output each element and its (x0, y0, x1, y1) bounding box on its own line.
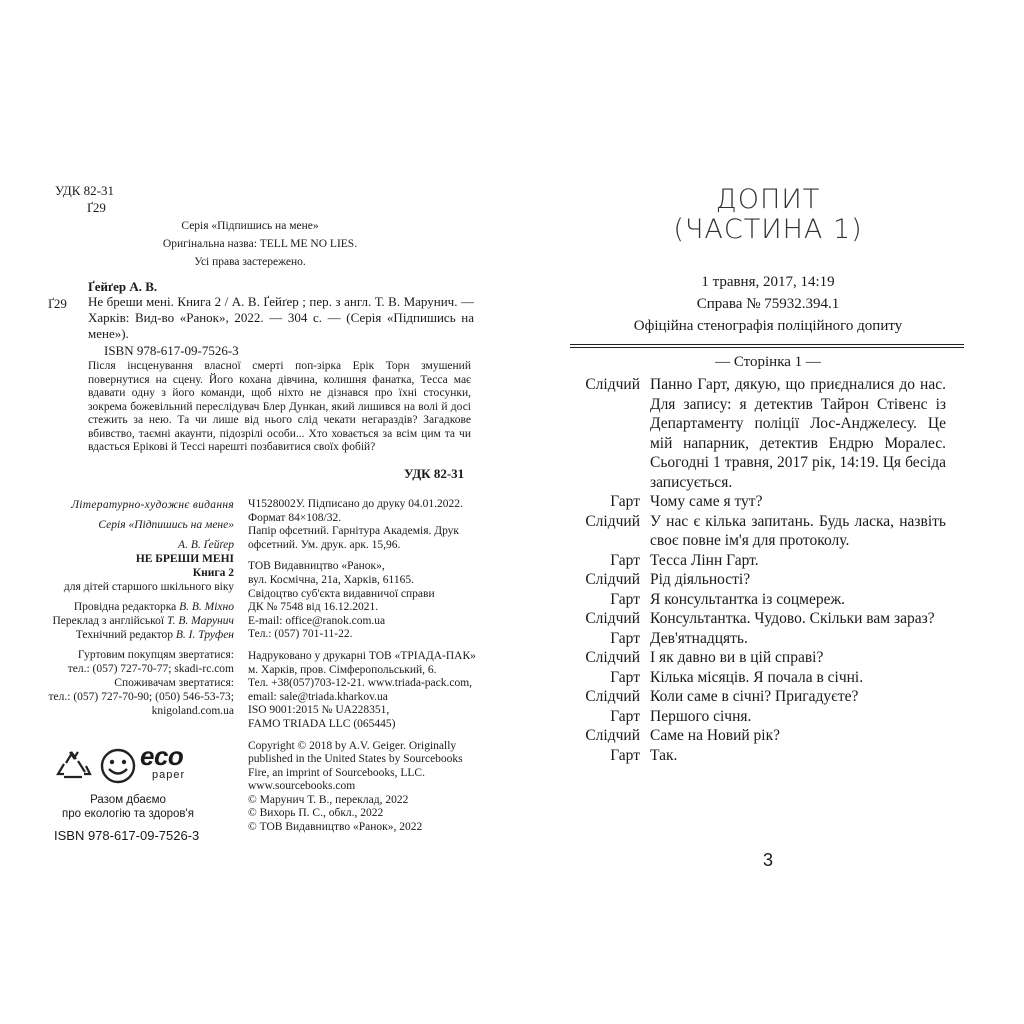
utterance: Саме на Новий рік? (650, 727, 781, 744)
print-info: Ч1528002У. Підписано до друку 04.01.2022. Формат 84×108/32. Папір офсетний. Гарнітура Академія. Друк офсетний. Ум. друк. арк. 15,96. (248, 498, 463, 551)
transcript-row (512, 375, 1024, 492)
speaker: Гарт (610, 746, 640, 764)
index-side: Ґ29 (48, 296, 67, 311)
utterance: Я консультантка із соцмереж. (650, 590, 846, 608)
udk-top: УДК 82-31 (55, 183, 115, 198)
utterance: Консультантка. Чудово. Скільки вам зараз? (650, 610, 935, 627)
staff-row: Переклад з англійської Т. В. Марунич (52, 615, 234, 627)
speaker: Гарт (610, 493, 640, 510)
record-line: Офіційна стенографія поліційного допиту (633, 318, 903, 334)
index-code: Ґ29 (87, 200, 106, 215)
date-line: 1 травня, 2017, 14:19 (701, 274, 835, 290)
original-title: Оригінальна назва: TELL ME NO LIES. (162, 238, 358, 250)
utterance: У нас є кілька запитань. Будь ласка, назвіть своє повне ім'я для протоколу. (650, 512, 946, 549)
transcript-row (512, 570, 1024, 590)
annotation: Після інсценування власної смерті поп-зірка Ерік Торн змушений повернутися на сцену. Його кохана дівчина, колишня фанатка, Тесса має вдавати одну з його команди, щоб ніхто не дізнався про їхні стосунки, зокрема божевільний переслідувач Блер Дункан, який лишився на волі й досі стежить за нею. Та чи лише від нього слід чекати негараздів? Загадкове вбивство, таємні акаунти, підозрілі особи... Хто ховається за всім цим та чи вдасться Ерікові й Тессі нарешті позбавитися своїх фобій? (88, 360, 471, 453)
smiley-icon (102, 750, 134, 782)
consumers-site: knigoland.com.ua (151, 705, 234, 717)
transcript-row (512, 492, 1024, 512)
printer-info: Надруковано у друкарні ТОВ «ТРІАДА-ПАК» м. Харків, пров. Сімферопольський, 6. Тел. +38(057)703-12-21. www.triada-pack.com, email: sale@triada.kharkov.ua ISO 9001:2015 № UA228351, FAMO TRIADA LLC (065445) (248, 649, 476, 730)
chapter-title-line-1: ДОПИТ (715, 184, 821, 215)
speaker: Слідчий (585, 512, 640, 530)
speaker: Гарт (610, 707, 640, 725)
speaker: Гарт (610, 590, 640, 608)
utterance: Тесса Лінн Гарт. (650, 551, 759, 569)
isbn-bottom: ISBN 978-617-09-7526-3 (54, 828, 200, 843)
author-header: Ґейґер А. В. (88, 279, 158, 294)
transcript-row (512, 648, 1024, 668)
imprint-column-2 (248, 498, 488, 835)
transcript-row (512, 726, 1024, 746)
speaker: Слідчий (585, 571, 640, 588)
imprint-book-number: Книга 2 (192, 567, 234, 579)
right-page-chapter (512, 0, 1024, 1024)
speaker: Слідчий (585, 649, 640, 666)
utterance: Чому саме я тут? (650, 493, 763, 510)
consumers-label: Споживачам звертатися: (114, 677, 234, 689)
staff-row: Провідна редакторка В. В. Міхно (73, 601, 234, 613)
transcript-row (512, 668, 1024, 688)
isbn-main: ISBN 978-617-09-7526-3 (104, 343, 239, 358)
staff-row: Технічний редактор В. І. Труфен (75, 629, 234, 641)
eco-caption-2: про екологію та здоров'я (62, 808, 194, 820)
case-line: Справа № 75932.394.1 (696, 296, 840, 312)
transcript-row (512, 590, 1024, 610)
speaker: Слідчий (585, 376, 640, 393)
page-marker: — Сторінка 1 — (715, 354, 821, 370)
utterance: Коли саме в січні? Пригадуєте? (650, 688, 859, 705)
edition-type: Літературно-художнє видання (71, 499, 234, 511)
transcript-row (512, 551, 1024, 571)
eco-paper-logo (52, 741, 202, 788)
consumers-contact: тел.: (057) 727-70-90; (050) 546-53-73; (48, 691, 234, 703)
transcript (512, 375, 1024, 765)
utterance: Рід діяльності? (650, 571, 751, 588)
eco-sub: paper (152, 769, 186, 781)
wholesale-contact: тел.: (057) 727-70-77; skadi-rc.com (67, 663, 234, 675)
utterance: Панно Гарт, дякую, що приєдналися до нас. Для запису: я детектив Тайрон Стівенс із Департаменту поліції Лос-Анджелесу. Це мій напарник, детектив Ендрю Моралес. Сьогодні 1 травня, 2017 рік, 14:19. Ця бесіда записується. (650, 376, 946, 491)
divider-rule (570, 344, 964, 345)
divider-rule (570, 347, 964, 348)
speaker: Гарт (610, 551, 640, 569)
speaker: Гарт (610, 629, 640, 647)
chapter-title-line-2: (ЧАСТИНА 1) (673, 214, 863, 245)
udk-bottom: УДК 82-31 (404, 466, 465, 481)
utterance: Першого січня. (650, 707, 752, 725)
series-italic: Серія «Підпишись на мене» (98, 519, 234, 531)
utterance: Дев'ятнадцять. (650, 629, 748, 647)
utterance: Кілька місяців. Я почала в січні. (650, 668, 864, 686)
utterance: Так. (650, 746, 678, 764)
transcript-row (512, 609, 1024, 629)
series-line: Серія «Підпишись на мене» (181, 220, 319, 232)
eco-caption-1: Разом дбаємо (90, 794, 166, 806)
rights-line: Усі права застережено. (194, 256, 306, 268)
publisher-info: ТОВ Видавництво «Ранок», вул. Космічна, 21а, Харків, 61165. Свідоцтво суб'єкта видавничої справи ДК № 7548 від 16.12.2021. E-mail: office@ranok.com.ua Тел.: (057) 701-11-22. (248, 560, 435, 641)
imprint-book-title: НЕ БРЕШИ МЕНІ (135, 553, 234, 565)
page-number: 3 (762, 850, 773, 870)
utterance: І як давно ви в цій справі? (650, 649, 824, 666)
wholesale-label: Гуртовим покупцям звертатися: (77, 649, 234, 661)
imprint-column-1 (36, 498, 234, 718)
transcript-row (512, 512, 1024, 551)
eco-word: eco (140, 741, 184, 771)
speaker: Гарт (610, 668, 640, 686)
copyright-info: Copyright © 2018 by A.V. Geiger. Originally published in the United States by Sourcebooks Fire, an imprint of Sourcebooks, LLC. www.sourcebooks.com © Марунич Т. В., переклад, 2022 © Вихорь П. С., обкл., 2022 © ТОВ Видавництво «Ранок», 2022 (248, 739, 463, 834)
speaker: Слідчий (585, 610, 640, 627)
speaker: Слідчий (585, 688, 640, 705)
transcript-row (512, 629, 1024, 649)
speaker: Слідчий (585, 727, 640, 744)
bibliographic-record: Не бреши мені. Книга 2 / А. В. Ґейґер ; пер. з англ. Т. В. Марунич. — Харків: Вид-во «Ранок», 2022. — 304 с. — (Серія «Підпишись на мене»). (88, 294, 474, 341)
audience: для дітей старшого шкільного віку (63, 581, 234, 593)
transcript-row (512, 746, 1024, 766)
transcript-row (512, 687, 1024, 707)
transcript-row (512, 707, 1024, 727)
imprint-author: А. В. Ґейґер (178, 539, 234, 551)
